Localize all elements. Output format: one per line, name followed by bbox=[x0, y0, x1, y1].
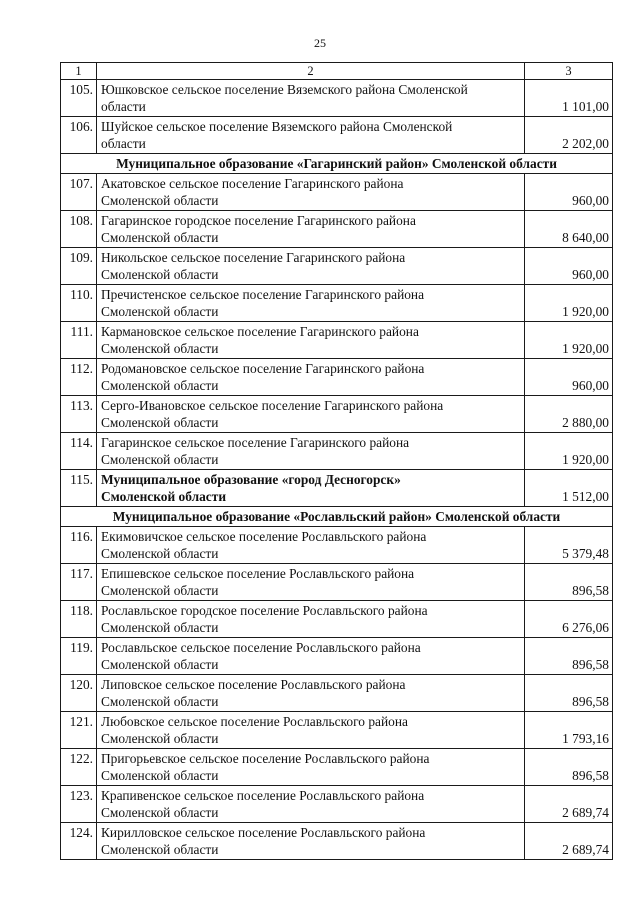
municipality-name bbox=[97, 564, 525, 601]
column-header-name: 2 bbox=[97, 63, 525, 80]
row-number: 115. bbox=[61, 470, 97, 507]
row-number: 118. bbox=[61, 601, 97, 638]
municipality-name bbox=[97, 527, 525, 564]
municipality-name-line2: области bbox=[101, 136, 146, 151]
amount: 896,58 bbox=[525, 564, 613, 601]
row-number: 116. bbox=[61, 527, 97, 564]
table-row bbox=[61, 211, 613, 248]
row-number: 117. bbox=[61, 564, 97, 601]
municipality-name bbox=[97, 322, 525, 359]
municipality-name-line1: Гагаринское городское поселение Гагаринского района bbox=[101, 213, 416, 228]
table-row bbox=[61, 80, 613, 117]
municipality-name bbox=[97, 248, 525, 285]
municipality-name-line1: Любовское сельское поселение Рославльского района bbox=[101, 714, 408, 729]
municipality-name bbox=[97, 749, 525, 786]
amount: 2 689,74 bbox=[525, 823, 613, 860]
row-number: 121. bbox=[61, 712, 97, 749]
municipality-name-line1: Крапивенское сельское поселение Рославльского района bbox=[101, 788, 425, 803]
table-row bbox=[61, 527, 613, 564]
section-title: Муниципальное образование «Гагаринский район» Смоленской области bbox=[61, 154, 613, 174]
amount: 960,00 bbox=[525, 359, 613, 396]
table-row bbox=[61, 823, 613, 860]
municipality-name-line2: Смоленской области bbox=[101, 489, 227, 504]
municipality-name-line1: Акатовское сельское поселение Гагаринского района bbox=[101, 176, 404, 191]
municipality-name bbox=[97, 433, 525, 470]
page-number: 25 bbox=[314, 36, 326, 50]
municipality-name bbox=[97, 285, 525, 322]
row-number: 111. bbox=[61, 322, 97, 359]
amount: 2 689,74 bbox=[525, 786, 613, 823]
column-header-number: 1 bbox=[61, 63, 97, 80]
municipality-name-line2: Смоленской области bbox=[101, 193, 219, 208]
table-row bbox=[61, 675, 613, 712]
table-row bbox=[61, 786, 613, 823]
municipality-name-line1: Шуйское сельское поселение Вяземского района Смоленской bbox=[101, 119, 453, 134]
amount: 1 920,00 bbox=[525, 433, 613, 470]
municipality-name-line1: Пригорьевское сельское поселение Рославльского района bbox=[101, 751, 430, 766]
amount: 960,00 bbox=[525, 248, 613, 285]
row-number: 108. bbox=[61, 211, 97, 248]
amount: 1 920,00 bbox=[525, 322, 613, 359]
row-number: 107. bbox=[61, 174, 97, 211]
table-row bbox=[61, 322, 613, 359]
row-number: 110. bbox=[61, 285, 97, 322]
municipality-name-line1: Пречистенское сельское поселение Гагаринского района bbox=[101, 287, 425, 302]
municipality-name-line2: Смоленской области bbox=[101, 546, 219, 561]
section-header-row bbox=[61, 507, 613, 527]
row-number: 119. bbox=[61, 638, 97, 675]
table-row bbox=[61, 285, 613, 322]
section-title: Муниципальное образование «Рославльский район» Смоленской области bbox=[61, 507, 613, 527]
municipality-name-line2: Смоленской области bbox=[101, 694, 219, 709]
section-header-row bbox=[61, 154, 613, 174]
table-body bbox=[61, 63, 613, 860]
municipality-name bbox=[97, 117, 525, 154]
table-row bbox=[61, 433, 613, 470]
amount: 1 920,00 bbox=[525, 285, 613, 322]
municipality-name bbox=[97, 601, 525, 638]
municipality-name-line1: Никольское сельское поселение Гагаринского района bbox=[101, 250, 406, 265]
amount: 896,58 bbox=[525, 638, 613, 675]
municipality-name-line2: Смоленской области bbox=[101, 415, 219, 430]
municipality-name bbox=[97, 638, 525, 675]
municipality-name-line2: Смоленской области bbox=[101, 805, 219, 820]
municipality-name bbox=[97, 174, 525, 211]
municipality-name bbox=[97, 211, 525, 248]
amount: 8 640,00 bbox=[525, 211, 613, 248]
allocation-table bbox=[60, 62, 613, 860]
table-row bbox=[61, 396, 613, 433]
municipality-name bbox=[97, 712, 525, 749]
municipality-name bbox=[97, 786, 525, 823]
municipality-name-line2: Смоленской области bbox=[101, 583, 219, 598]
municipality-name bbox=[97, 359, 525, 396]
amount: 1 101,00 bbox=[525, 80, 613, 117]
municipality-name bbox=[97, 396, 525, 433]
municipality-name-line2: Смоленской области bbox=[101, 842, 219, 857]
row-number: 106. bbox=[61, 117, 97, 154]
column-header-amount: 3 bbox=[525, 63, 613, 80]
municipality-name-line1: Липовское сельское поселение Рославльского района bbox=[101, 677, 406, 692]
amount: 960,00 bbox=[525, 174, 613, 211]
amount: 2 880,00 bbox=[525, 396, 613, 433]
amount: 1 793,16 bbox=[525, 712, 613, 749]
table-row bbox=[61, 359, 613, 396]
column-header-row bbox=[61, 63, 613, 80]
amount: 5 379,48 bbox=[525, 527, 613, 564]
municipality-name bbox=[97, 675, 525, 712]
table-row bbox=[61, 174, 613, 211]
municipality-name-line1: Кирилловское сельское поселение Рославльского района bbox=[101, 825, 426, 840]
municipality-name-line1: Родомановское сельское поселение Гагаринского района bbox=[101, 361, 425, 376]
table-row bbox=[61, 470, 613, 507]
table-row bbox=[61, 564, 613, 601]
row-number: 124. bbox=[61, 823, 97, 860]
municipality-name-line1: Рославльское городское поселение Рославльского района bbox=[101, 603, 428, 618]
amount: 6 276,06 bbox=[525, 601, 613, 638]
municipality-name-line1: Гагаринское сельское поселение Гагаринского района bbox=[101, 435, 410, 450]
table-row bbox=[61, 117, 613, 154]
municipality-name-line2: Смоленской области bbox=[101, 768, 219, 783]
municipality-name-line2: Смоленской области bbox=[101, 452, 219, 467]
municipality-name-line2: Смоленской области bbox=[101, 267, 219, 282]
table-row bbox=[61, 638, 613, 675]
municipality-name bbox=[97, 823, 525, 860]
table-row bbox=[61, 601, 613, 638]
municipality-name-line2: Смоленской области bbox=[101, 731, 219, 746]
table-row bbox=[61, 248, 613, 285]
municipality-name-line1: Епишевское сельское поселение Рославльского района bbox=[101, 566, 415, 581]
row-number: 112. bbox=[61, 359, 97, 396]
municipality-name-line2: Смоленской области bbox=[101, 304, 219, 319]
municipality-name-line2: Смоленской области bbox=[101, 657, 219, 672]
municipality-name bbox=[97, 80, 525, 117]
row-number: 113. bbox=[61, 396, 97, 433]
municipality-name-line2: Смоленской области bbox=[101, 378, 219, 393]
municipality-name bbox=[97, 470, 525, 507]
municipality-name-line2: Смоленской области bbox=[101, 341, 219, 356]
table-row bbox=[61, 712, 613, 749]
municipality-name-line1: Муниципальное образование «город Десногорск» bbox=[101, 472, 401, 487]
municipality-name-line2: Смоленской области bbox=[101, 620, 219, 635]
amount: 2 202,00 bbox=[525, 117, 613, 154]
amount: 896,58 bbox=[525, 749, 613, 786]
municipality-name-line1: Юшковское сельское поселение Вяземского района Смоленской bbox=[101, 82, 468, 97]
municipality-name-line1: Серго-Ивановское сельское поселение Гагаринского района bbox=[101, 398, 444, 413]
amount: 896,58 bbox=[525, 675, 613, 712]
row-number: 105. bbox=[61, 80, 97, 117]
table-row bbox=[61, 749, 613, 786]
row-number: 114. bbox=[61, 433, 97, 470]
amount: 1 512,00 bbox=[525, 470, 613, 507]
municipality-name-line1: Рославльское сельское поселение Рославльского района bbox=[101, 640, 421, 655]
municipality-name-line1: Кармановское сельское поселение Гагаринского района bbox=[101, 324, 419, 339]
municipality-name-line1: Екимовичское сельское поселение Рославльского района bbox=[101, 529, 427, 544]
municipality-name-line2: Смоленской области bbox=[101, 230, 219, 245]
row-number: 122. bbox=[61, 749, 97, 786]
municipality-name-line2: области bbox=[101, 99, 146, 114]
row-number: 109. bbox=[61, 248, 97, 285]
row-number: 123. bbox=[61, 786, 97, 823]
row-number: 120. bbox=[61, 675, 97, 712]
